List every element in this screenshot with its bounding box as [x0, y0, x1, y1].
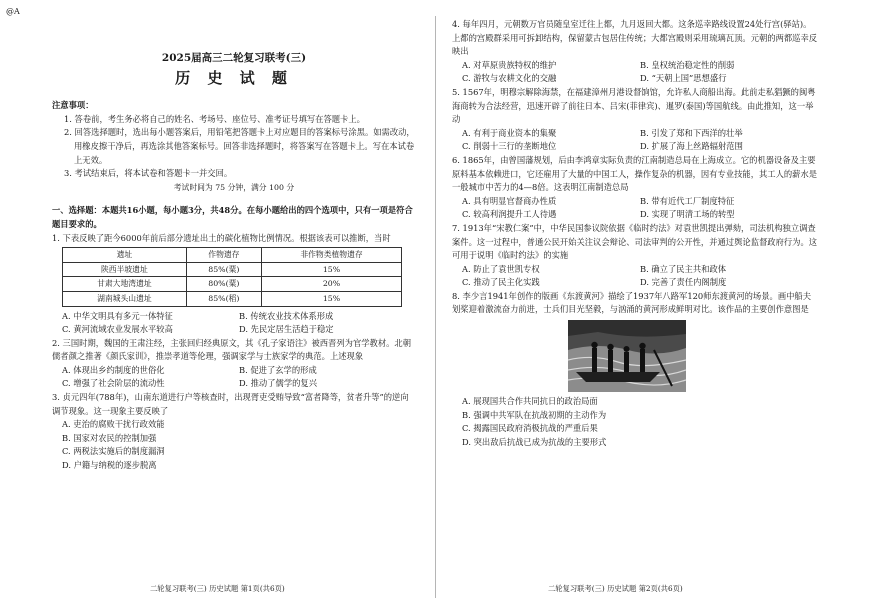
option-a: A. 对草原贵族特权的维护 — [462, 59, 557, 70]
question-4 — [452, 18, 818, 86]
section-heading: 一、选择题：本题共16小题，每小题3分，共48分。在每小题给出的四个选项中，只有一项是符合题目要求的。 — [52, 205, 413, 229]
column-divider — [435, 16, 436, 598]
table-row — [63, 262, 402, 277]
options — [452, 195, 818, 222]
option-b: B. 强调中共军队在抗战初期的主动作为 — [462, 409, 607, 420]
options — [452, 263, 818, 290]
option-b: B. 皇权统治稳定性的削弱 — [640, 59, 735, 70]
right-page — [452, 18, 818, 449]
note-item: 1. 答卷前，考生务必将自己的姓名、考场号、座位号、准考证号填写在答题卡上。 — [64, 113, 365, 124]
option-a: A. 体现出乡约制度的世俗化 — [62, 364, 165, 375]
option-a: A. 中华文明具有多元一体特征 — [62, 310, 173, 321]
table-cell: 85%(稻) — [186, 291, 261, 306]
question-7 — [452, 222, 818, 290]
subject-title: 历 史 试 题 — [175, 68, 293, 87]
woodcut-illustration — [568, 320, 686, 392]
table-row — [63, 291, 402, 306]
options — [52, 364, 416, 391]
table-cell: 85%(粟) — [186, 262, 261, 277]
options — [452, 395, 818, 449]
option-b: B. 带有近代工厂制度特征 — [640, 195, 735, 206]
notes-list — [52, 113, 416, 181]
table-cell: 湖南城头山遗址 — [63, 291, 187, 306]
question-stem: 3. 贞元四年(788年)，山南东道进行户等核查时，出现胥吏受贿导致“富者降等，贫者升等”的逆向调节现象。这一现象主要反映了 — [52, 392, 409, 416]
option-c: C. 较高利润提升工人待遇 — [462, 209, 557, 220]
question-8 — [452, 290, 818, 450]
option-a: A. 具有明显官督商办性质 — [462, 195, 557, 206]
question-5 — [452, 86, 818, 154]
table-row — [63, 277, 402, 292]
option-c: C. 游牧与农耕文化的交融 — [462, 73, 557, 84]
question-stem: 7. 1913年“宋教仁案”中，中华民国参议院依据《临时约法》对袁世凯提出弹劾，司法机构独立调查案件。这一过程中，普通公民开始关注议会辩论、司法审判的公开性，并通过舆论监督政府行为。这可用于说明《临时约法》的实施 — [452, 222, 818, 261]
question-stem: 8. 李少言1941年创作的版画《东渡黄河》描绘了1937年八路军120师东渡黄河的场景。画中船夫划桨迎着激流奋力前进，士兵们目光坚毅，与汹涌的黄河形成鲜明对比。该作品的主要创作意图是 — [452, 290, 812, 315]
table-cell: 15% — [262, 262, 402, 277]
option-d: D. 推动了儒学的复兴 — [239, 378, 318, 389]
table-header-row — [63, 248, 402, 263]
option-d: D. 先民定居生活趋于稳定 — [239, 324, 334, 335]
options — [52, 310, 416, 337]
options — [452, 127, 818, 154]
page-corner-mark: @A — [6, 7, 20, 16]
question-2 — [52, 337, 416, 391]
option-b: B. 促进了玄学的形成 — [239, 364, 317, 375]
option-a: A. 防止了袁世凯专权 — [462, 263, 540, 274]
option-d: D. 突出敌后抗战已成为抗战的主要形式 — [462, 436, 607, 447]
option-a: A. 有利于商业资本的集聚 — [462, 127, 557, 138]
option-c: C. 黄河流域农业发展水平较高 — [62, 324, 173, 335]
table-cell: 20% — [262, 277, 402, 292]
note-item: 2. 回答选择题时，选出每小题答案后，用铅笔把答题卡上对应题目的答案标号涂黑。如需改动，用橡皮擦干净后，再选涂其他答案标号。回答非选择题时，将答案写在答题卡上。写在本试卷上无效。 — [64, 127, 415, 165]
exam-title: 2025届高三二轮复习联考(三) — [161, 52, 307, 64]
question-3 — [52, 391, 416, 473]
time-score-line: 考试时间为 75 分钟，满分 100 分 — [173, 182, 295, 192]
table-header: 非作物类植物遗存 — [262, 248, 402, 263]
options — [52, 418, 416, 472]
table-cell: 陕西半坡遗址 — [63, 262, 187, 277]
notes-heading: 注意事项： — [52, 100, 94, 111]
option-d: D. 户籍与纳税的逐步脱离 — [62, 460, 157, 471]
option-b: B. 国家对农民的控制加强 — [62, 432, 157, 443]
footer-right: 二轮复习联考(三) 历史试题 第2页(共6页) — [548, 584, 683, 593]
option-d: D. 完善了责任内阁制度 — [640, 277, 727, 288]
option-d: D. “天朝上国”思想盛行 — [640, 73, 727, 84]
question-stem: 1. 下表反映了距今6000年前后部分遗址出土的碳化植物比例情况。根据该表可以推断，当时 — [52, 232, 391, 243]
note-item: 3. 考试结束后，将本试卷和答题卡一并交回。 — [64, 168, 233, 179]
left-page — [52, 18, 416, 473]
question-stem: 5. 1567年，明穆宗解除海禁，在福建漳州月港设督饷馆，允许私人商船出海。此前走私猖獗的闽粤海商转为合法经营，迅速开辟了前往日本、吕宋(菲律宾)、暹罗(泰国)等国航线。由此推知，这一举动 — [452, 86, 816, 125]
question-stem: 4. 每年四月，元朝数万官员随皇室迁往上都，九月返回大都。这条巡幸路线设置24处行宫(驿站)。上都的宫殿群采用可拆卸结构，保留蒙古包居住传统；大都宫殿则采用琉璃瓦顶。元朝的两都巡幸反映出 — [452, 19, 818, 57]
option-c: C. 增强了社会阶层的流动性 — [62, 378, 165, 389]
table-cell: 甘肃大地湾遗址 — [63, 277, 187, 292]
table-header: 遗址 — [63, 248, 187, 263]
site-table — [62, 247, 402, 306]
option-c: C. 削弱十三行的垄断地位 — [462, 141, 557, 152]
option-a: A. 展现国共合作共同抗日的政治局面 — [462, 396, 598, 407]
option-d: D. 扩展了海上丝路辐射范围 — [640, 141, 743, 152]
question-6 — [452, 154, 818, 222]
option-d: D. 实现了明清工场的转型 — [640, 209, 735, 220]
question-stem: 2. 三国时期，魏国的王肃注经，主张回归经典原文，其《孔子家语注》被西晋列为官学教材。北朝儒者颜之推著《颜氏家训》，推崇孝道等伦理，强调家学与士族家学的典范。上述现象 — [52, 337, 412, 362]
table-cell: 15% — [262, 291, 402, 306]
option-a: A. 吏治的腐败干扰行政效能 — [62, 419, 165, 430]
question-1 — [52, 232, 416, 337]
table-cell: 80%(粟) — [186, 277, 261, 292]
option-b: B. 确立了民主共和政体 — [640, 263, 727, 274]
option-c: C. 揭露国民政府消极抗战的严重后果 — [462, 423, 598, 434]
question-stem: 6. 1865年，由曾国藩规划，后由李鸿章实际负责的江南制造总局在上海成立。它的机器设备及主要原料基本依赖进口，它还雇用了大量的中国工人，操作复杂的机器，因有专业技能，其工人的薪水是一般城市中苦力的4—8倍。这表明江南制造总局 — [452, 154, 818, 193]
option-c: C. 两税法实施后的制度漏洞 — [62, 446, 165, 457]
option-b: B. 传统农业技术体系形成 — [239, 310, 334, 321]
option-c: C. 推动了民主化实践 — [462, 277, 540, 288]
footer-left: 二轮复习联考(三) 历史试题 第1页(共6页) — [150, 584, 285, 593]
option-b: B. 引发了郑和下西洋的壮举 — [640, 127, 743, 138]
options — [452, 59, 818, 86]
table-header: 作物遗存 — [186, 248, 261, 263]
